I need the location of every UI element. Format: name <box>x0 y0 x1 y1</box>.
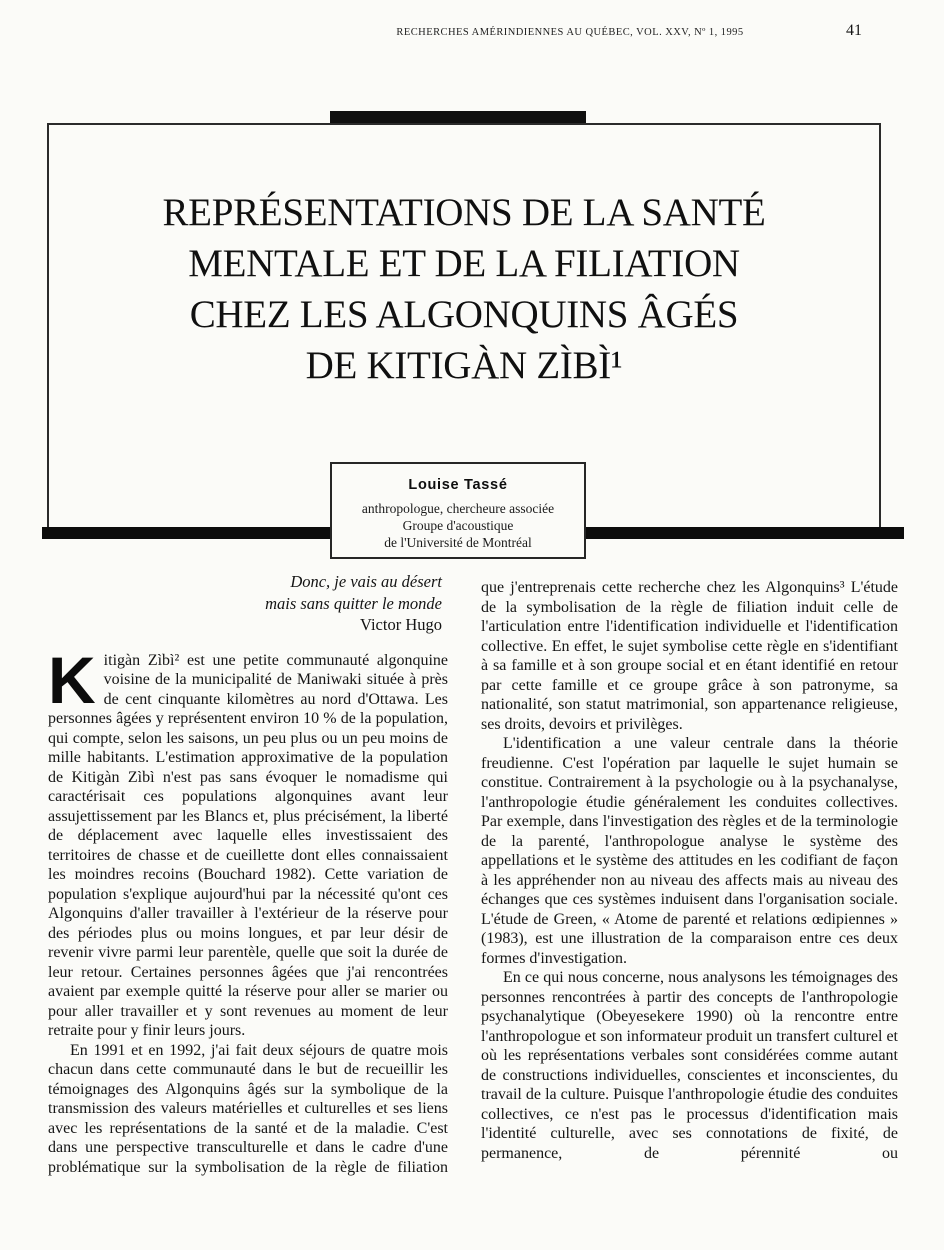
paragraph: L'identification a une valeur centrale dans la théorie freudienne. C'est l'opération par laquelle le sujet humain se constitue. Contrairement à la psychologie ou à la psychanalyse, l'anthropologie étudie généralement les conduites collectives. Par exemple, dans l'investigation des règles et de la terminologie de la parenté, l'anthropologue analyse le système des appellations et le système des attitudes en les codifiant de façon à les appréhender non au niveau des affects mais au niveau des échanges que ces systèmes induisent dans l'organisation sociale. L'étude de Green, « Atome de parenté et relations œdipiennes » (1983), est une illustration de la comparaison entre ces deux formes d'investigation. <box>481 735 898 967</box>
drop-cap: K <box>48 642 96 717</box>
author-box <box>330 462 586 559</box>
paragraph: En 1991 et en 1992, j'ai fait deux séjours de quatre mois chacun dans cette communauté dans le but de recueillir les témoignages des Algonquins âgés sur la symbolique de la transmission des valeurs matérielles et culturelles et ses liens avec les représentations de la santé et de la maladie. C'est dans une perspective transculturelle et dans le cadre d'une problématique sur la symbolisation de la règle de filiation <box>48 1041 448 1176</box>
article-title <box>49 187 879 391</box>
paragraph-text: itigàn Zìbì² est une petite communauté algonquine voisine de la municipalité de Maniwaki située à près de cent cinquante kilomètres au nord d'Ottawa. Les personnes âgées y représentent environ 10 % de la population, qui compte, selon les saisons, un peu plus ou un peu moins de mille habitants. L'estimation approximative de la population de Kitigàn Zìbì n'est pas sans évoquer le nomadisme qui caractérisait ces populations algonquines avant leur assujettissement par les Blancs et, plus précisément, la liberté de déplacement avec laquelle elles investissaient des territoires de chasse et de cueillette dont elles connaissaient les moindres recoins (Bouchard 1982). Cette variation de population s'explique aujourd'hui par la nécessité qu'ont ces Algonquins d'aller travailler à l'extérieur de la réserve pour des périodes plus ou moins longues, et par leur désir de revenir vivre parmi leur parentèle, quelle que soit la durée de leur retour. Certaines personnes âgées que j'ai rencontrées avaient par exemple quitté la réserve pour aller se marier ou pour aller travailler et y sont revenues au moment de leur retraite pour y finir leurs jours. <box>48 651 448 1039</box>
author-name: Louise Tassé <box>408 477 508 493</box>
paragraph <box>48 642 448 1041</box>
title-line: DE KITIGÀN ZÌBÌ¹ <box>305 344 623 387</box>
journal-header: RECHERCHES AMÉRINDIENNES AU QUÉBEC, VOL. XXV, Nº 1, 1995 <box>396 27 744 38</box>
paragraph: En ce qui nous concerne, nous analysons les témoignages des personnes rencontrées à partir des concepts de l'anthropologie psychanalytique (Obeyesekere 1990) où la rencontre entre l'anthropologue et son informateur produit un transfert culturel et où les représentations verbales sont considérées comme autant de constructions individuelles, conscientes et inconscientes, du travail de la culture. Puisque l'anthropologie étudie des conduites collectives, ce n'est pas le processus d'identification mais l'identité culturelle, avec ses connotations de fixité, de permanence, de pérennité ou <box>481 969 898 1162</box>
title-line: CHEZ LES ALGONQUINS ÂGÉS <box>189 293 739 336</box>
author-affiliation: Groupe d'acoustique <box>402 518 514 533</box>
epigraph-line: mais sans quitter le monde <box>265 593 442 613</box>
column-left <box>48 571 448 1177</box>
column-right <box>481 578 898 1163</box>
page-number: 41 <box>846 22 862 39</box>
author-affiliation: de l'Université de Montréal <box>384 535 532 550</box>
author-affiliation: anthropologue, chercheure associée <box>361 501 555 516</box>
epigraph <box>48 571 448 636</box>
epigraph-attribution: Victor Hugo <box>360 615 442 634</box>
title-line: MENTALE ET DE LA FILIATION <box>188 242 740 285</box>
paragraph: que j'entreprenais cette recherche chez les Algonquins³ L'étude de la symbolisation de la règle de filiation induit celle de l'articulation entre l'identification individuelle et l'identification collective. En effet, le sujet symbolise cette règle en s'identifiant à sa famille et à son groupe social et en étant identifié en retour par cette famille et ce groupe grâce à son patronyme, sa nationalité, son statut matrimonial, son appartenance religieuse, ses droits, devoirs et privilèges. <box>481 579 898 733</box>
epigraph-line: Donc, je vais au désert <box>290 572 442 591</box>
title-line: REPRÉSENTATIONS DE LA SANTÉ <box>162 191 766 234</box>
